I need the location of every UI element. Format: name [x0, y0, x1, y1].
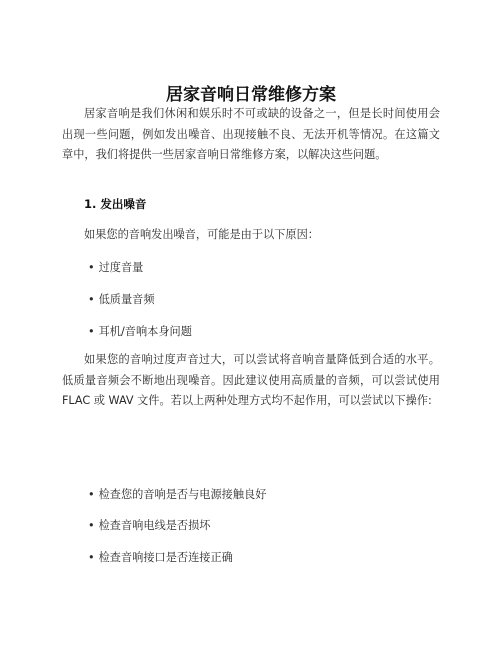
bullet-icon: •	[88, 551, 95, 564]
cause-label: 耳机/音响本身问题	[98, 325, 192, 338]
explanation-paragraph: 如果您的音响过度声音过大，可以尝试将音响音量降低到合适的水平。低质量音频会不断地出现噪音。因此建议使用高质量的音频，可以尝试使用 FLAC 或 WAV 文件。若以上两种处理方式均不起作用，可以尝试以下操作:	[62, 353, 440, 407]
bullet-icon: •	[88, 519, 95, 532]
bullet-icon: •	[88, 293, 95, 306]
cause-label: 过度音量	[98, 261, 144, 274]
check-label: 检查音响接口是否连接正确	[98, 551, 233, 564]
check-list-item	[88, 550, 233, 566]
cause-label: 低质量音频	[98, 293, 155, 306]
bullet-icon: •	[88, 325, 95, 338]
check-list-item	[88, 518, 211, 534]
document-title: 居家音响日常维修方案	[166, 85, 336, 105]
check-label: 检查音响电线是否损坏	[98, 519, 211, 532]
section-heading-noise: 1. 发出噪音	[84, 197, 147, 211]
check-label: 检查您的音响是否与电源接触良好	[98, 488, 267, 501]
cause-list-item	[88, 324, 192, 340]
section-lead-text: 如果您的音响发出噪音，可能是由于以下原因：	[84, 228, 319, 241]
check-list-item	[88, 487, 266, 503]
cause-list-item	[88, 260, 143, 276]
bullet-icon: •	[88, 488, 95, 501]
bullet-icon: •	[88, 261, 95, 274]
cause-list-item	[88, 292, 155, 308]
intro-paragraph: 居家音响是我们休闲和娱乐时不可或缺的设备之一，但是长时间使用会出现一些问题，例如发出噪音、出现接触不良、无法开机等情况。在这篇文章中，我们将提供一些居家音响日常维修方案，以解决这些问题。	[62, 107, 440, 161]
